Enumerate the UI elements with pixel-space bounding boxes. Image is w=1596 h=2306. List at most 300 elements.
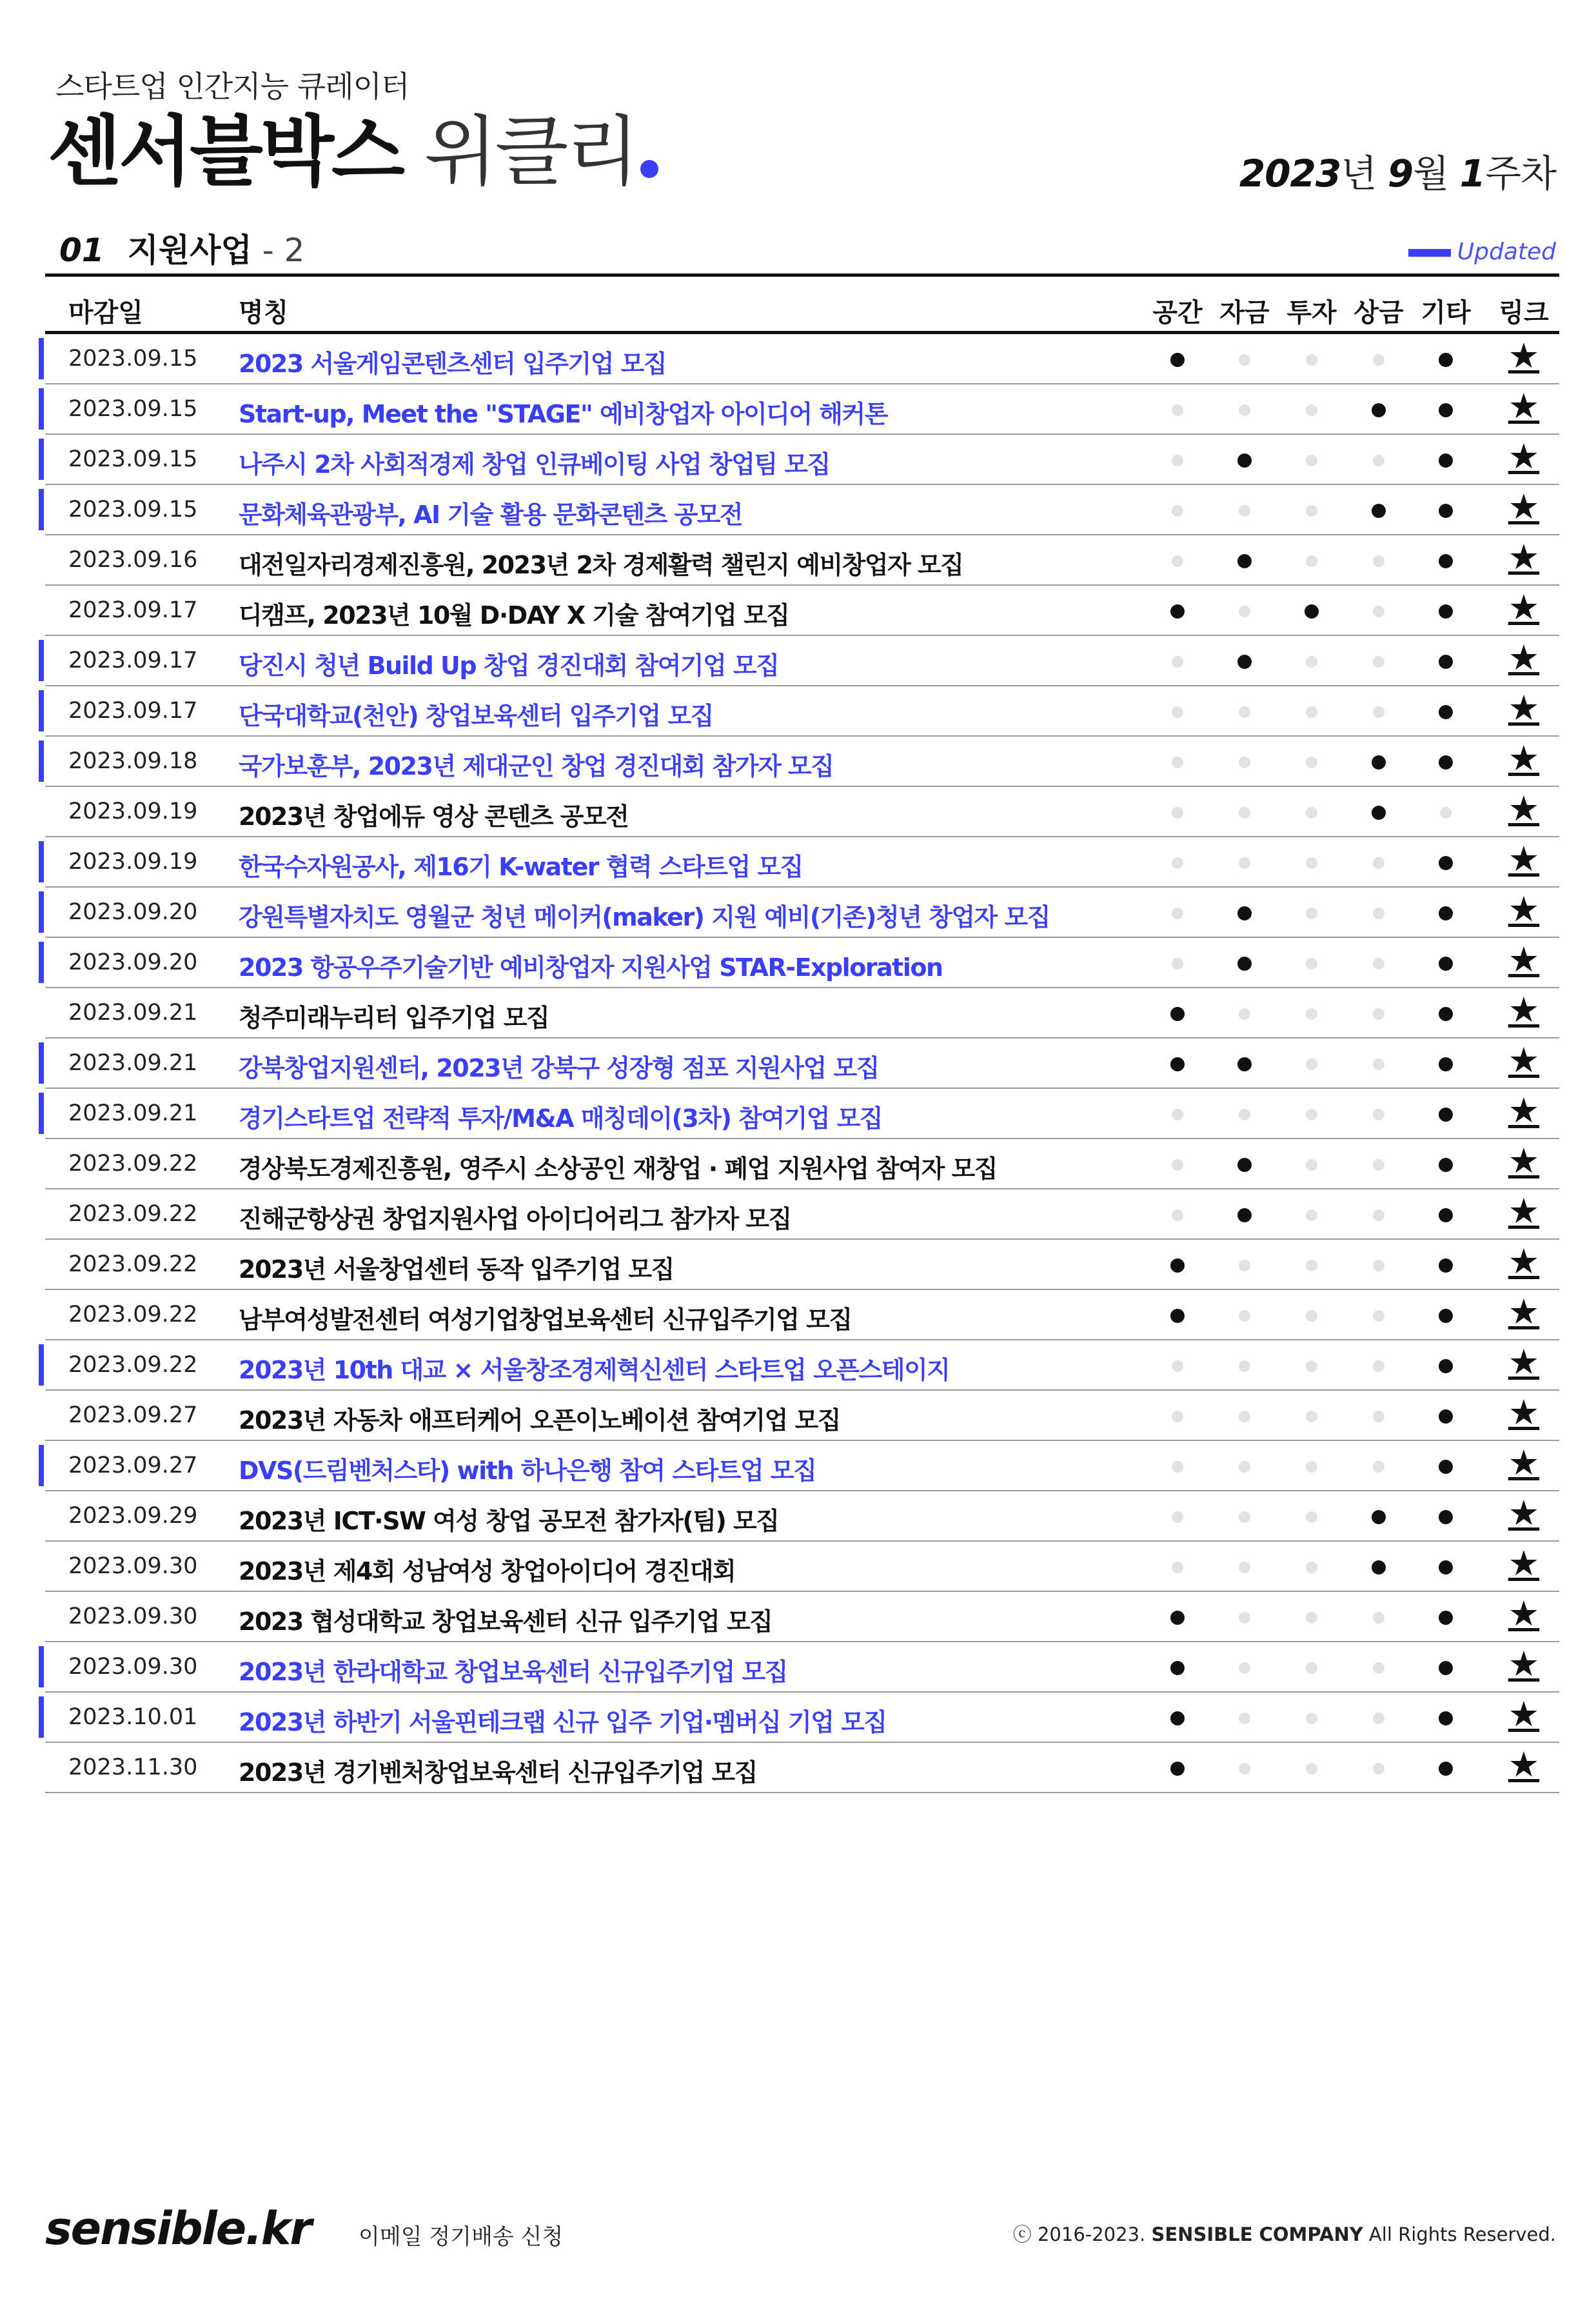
row-program-name[interactable]: 강북창업지원센터, 2023년 강북구 성장형 점포 지원사업 모집 xyxy=(239,1054,879,1082)
dot-space-off-icon xyxy=(1172,555,1183,567)
issue-week-unit: 주차 xyxy=(1484,152,1556,195)
row-program-name[interactable]: 2023년 10th 대교 × 서울창조경제혁신센터 스타트업 오픈스테이지 xyxy=(239,1356,950,1384)
copyright-prefix: ⓒ 2016-2023. xyxy=(1012,2223,1152,2245)
dot-space-off-icon xyxy=(1172,1562,1183,1573)
dot-prize-off-icon xyxy=(1373,455,1384,466)
dot-funding-on-icon xyxy=(1237,957,1252,971)
dot-funding-on-icon xyxy=(1237,1158,1252,1172)
table-row xyxy=(45,1642,1559,1693)
programs-table xyxy=(45,273,1559,1793)
dot-investment-off-icon xyxy=(1306,757,1317,768)
dot-other-on-icon xyxy=(1439,1359,1453,1373)
dot-investment-off-icon xyxy=(1306,1159,1317,1171)
row-program-name[interactable]: 단국대학교(천안) 창업보육센터 입주기업 모집 xyxy=(239,702,713,730)
table-row xyxy=(45,1240,1559,1290)
table-row xyxy=(45,485,1559,535)
dot-other-on-icon xyxy=(1439,1560,1453,1575)
subscribe-link[interactable]: 이메일 정기배송 신청 xyxy=(359,2224,564,2250)
link-star-icon[interactable]: ★ xyxy=(1508,839,1540,879)
dot-investment-off-icon xyxy=(1306,908,1317,919)
dot-funding-on-icon xyxy=(1237,554,1252,568)
dot-space-off-icon xyxy=(1172,1209,1183,1221)
row-deadline: 2023.09.15 xyxy=(68,446,198,472)
dot-space-off-icon xyxy=(1172,1411,1183,1422)
dot-prize-off-icon xyxy=(1373,1109,1384,1120)
table-row xyxy=(45,1039,1559,1089)
dot-space-off-icon xyxy=(1172,404,1183,416)
link-star-icon[interactable]: ★ xyxy=(1508,587,1540,628)
table-row xyxy=(45,1743,1559,1793)
dot-investment-off-icon xyxy=(1306,1612,1317,1624)
dot-space-off-icon xyxy=(1172,757,1183,768)
row-deadline: 2023.09.22 xyxy=(68,1251,198,1277)
table-row xyxy=(45,1592,1559,1642)
row-program-name[interactable]: 2023 서울게임콘텐츠센터 입주기업 모집 xyxy=(239,350,667,378)
row-program-name[interactable]: 2023년 창업에듀 영상 콘텐츠 공모전 xyxy=(239,802,629,831)
dot-prize-off-icon xyxy=(1373,1461,1384,1473)
row-program-name[interactable]: 대전일자리경제진흥원, 2023년 2차 경제활력 챌린지 예비창업자 모집 xyxy=(239,551,963,579)
column-header-investment: 투자 xyxy=(1286,298,1337,328)
dot-prize-on-icon xyxy=(1372,806,1386,820)
dot-prize-off-icon xyxy=(1373,1008,1384,1020)
dot-space-off-icon xyxy=(1172,1511,1183,1523)
table-row xyxy=(45,334,1559,384)
dot-prize-on-icon xyxy=(1372,755,1386,770)
section-heading xyxy=(59,224,304,271)
link-star-icon[interactable]: ★ xyxy=(1508,1744,1540,1785)
row-deadline: 2023.09.17 xyxy=(68,597,198,623)
row-program-name[interactable]: 나주시 2차 사회적경제 창업 인큐베이팅 사업 창업팀 모집 xyxy=(239,450,830,479)
dot-investment-off-icon xyxy=(1306,857,1317,869)
dot-funding-off-icon xyxy=(1239,1411,1250,1422)
dot-space-on-icon xyxy=(1170,353,1185,367)
link-star-icon[interactable]: ★ xyxy=(1508,637,1540,678)
dot-prize-off-icon xyxy=(1373,1360,1384,1372)
updated-marker xyxy=(39,942,44,983)
table-row xyxy=(45,1693,1559,1743)
table-row xyxy=(45,1139,1559,1189)
dot-other-on-icon xyxy=(1439,655,1453,669)
row-program-name[interactable]: 경상북도경제진흥원, 영주시 소상공인 재창업 · 폐업 지원사업 참여자 모집 xyxy=(239,1155,997,1183)
link-star-icon[interactable]: ★ xyxy=(1508,1191,1540,1231)
row-deadline: 2023.11.30 xyxy=(68,1754,198,1780)
table-row xyxy=(45,535,1559,586)
updated-marker xyxy=(39,489,44,530)
table-row xyxy=(45,1089,1559,1139)
tagline: 스타트업 인간지능 큐레이터 xyxy=(55,69,409,104)
column-header-funding: 자금 xyxy=(1219,298,1270,328)
dot-other-on-icon xyxy=(1439,504,1453,518)
section-suffix: - 2 xyxy=(251,232,305,269)
updated-marker xyxy=(39,841,44,882)
dot-other-on-icon xyxy=(1439,856,1453,870)
dot-funding-off-icon xyxy=(1239,1109,1250,1120)
dot-funding-off-icon xyxy=(1239,1562,1250,1573)
link-star-icon[interactable]: ★ xyxy=(1508,1644,1540,1684)
link-star-icon[interactable]: ★ xyxy=(1508,1442,1540,1483)
table-row xyxy=(45,1189,1559,1240)
row-program-name[interactable]: 한국수자원공사, 제16기 K-water 협력 스타트업 모집 xyxy=(239,853,803,881)
table-row xyxy=(45,988,1559,1039)
dot-funding-on-icon xyxy=(1237,906,1252,920)
link-star-icon[interactable]: ★ xyxy=(1508,486,1540,527)
link-star-icon[interactable]: ★ xyxy=(1508,1090,1540,1131)
row-program-name[interactable]: 경기스타트업 전략적 투자/M&A 매칭데이(3차) 참여기업 모집 xyxy=(239,1104,883,1133)
dot-funding-off-icon xyxy=(1239,1612,1250,1624)
table-row xyxy=(45,888,1559,938)
column-header-other: 기타 xyxy=(1421,298,1471,328)
footer-logo[interactable]: sensible.kr xyxy=(45,2202,311,2255)
dot-prize-on-icon xyxy=(1372,504,1386,518)
row-deadline: 2023.09.30 xyxy=(68,1553,198,1579)
dot-prize-off-icon xyxy=(1373,1310,1384,1322)
dot-funding-off-icon xyxy=(1239,354,1250,366)
copyright-company: SENSIBLE COMPANY xyxy=(1151,2223,1363,2245)
dot-other-on-icon xyxy=(1439,1711,1453,1725)
dot-other-on-icon xyxy=(1439,705,1453,719)
updated-legend xyxy=(1408,239,1556,265)
row-program-name[interactable]: 2023년 하반기 서울핀테크랩 신규 입주 기업·멤버십 기업 모집 xyxy=(239,1708,887,1736)
dot-investment-off-icon xyxy=(1306,1109,1317,1120)
row-program-name[interactable]: 국가보훈부, 2023년 제대군인 창업 경진대회 참가자 모집 xyxy=(239,752,834,780)
row-program-name[interactable]: 2023년 한라대학교 창업보육센터 신규입주기업 모집 xyxy=(239,1658,787,1686)
dot-space-off-icon xyxy=(1172,656,1183,668)
dot-funding-off-icon xyxy=(1239,404,1250,416)
link-star-icon[interactable]: ★ xyxy=(1508,1392,1540,1433)
dot-space-on-icon xyxy=(1170,1007,1185,1021)
dot-other-on-icon xyxy=(1439,1007,1453,1021)
link-star-icon[interactable]: ★ xyxy=(1508,989,1540,1030)
table-row xyxy=(45,1542,1559,1592)
section-number: 01 xyxy=(59,232,104,269)
dot-funding-off-icon xyxy=(1239,706,1250,718)
issue-week: 1 xyxy=(1459,152,1485,195)
dot-space-off-icon xyxy=(1172,505,1183,517)
row-deadline: 2023.09.15 xyxy=(68,396,198,422)
issue-month-unit: 월 xyxy=(1413,152,1460,195)
dot-prize-off-icon xyxy=(1373,1159,1384,1171)
dot-prize-off-icon xyxy=(1373,1059,1384,1070)
dot-space-on-icon xyxy=(1170,1611,1185,1625)
updated-marker xyxy=(39,338,44,379)
dot-prize-on-icon xyxy=(1372,1510,1386,1524)
link-star-icon[interactable]: ★ xyxy=(1508,1543,1540,1584)
dot-investment-off-icon xyxy=(1306,1411,1317,1422)
row-deadline: 2023.09.22 xyxy=(68,1201,198,1227)
table-row xyxy=(45,1290,1559,1340)
dot-prize-on-icon xyxy=(1372,403,1386,417)
dot-investment-off-icon xyxy=(1306,958,1317,969)
row-deadline: 2023.09.29 xyxy=(68,1503,198,1529)
row-deadline: 2023.09.22 xyxy=(68,1302,198,1327)
dot-prize-off-icon xyxy=(1373,1763,1384,1774)
dot-funding-off-icon xyxy=(1239,857,1250,869)
dot-prize-off-icon xyxy=(1373,706,1384,718)
dot-prize-on-icon xyxy=(1372,1560,1386,1575)
table-row xyxy=(45,586,1559,636)
dot-space-on-icon xyxy=(1170,1258,1185,1273)
dot-prize-off-icon xyxy=(1373,857,1384,869)
dot-prize-off-icon xyxy=(1373,555,1384,567)
dot-other-on-icon xyxy=(1439,604,1453,619)
dot-funding-off-icon xyxy=(1239,1461,1250,1473)
dot-funding-off-icon xyxy=(1239,1310,1250,1322)
row-deadline: 2023.09.17 xyxy=(68,648,198,673)
dot-other-on-icon xyxy=(1439,1661,1453,1675)
row-program-name[interactable]: 2023년 서울창업센터 동작 입주기업 모집 xyxy=(239,1255,674,1284)
row-deadline: 2023.09.21 xyxy=(68,1050,198,1076)
link-star-icon[interactable]: ★ xyxy=(1508,939,1540,980)
dot-space-off-icon xyxy=(1172,1159,1183,1171)
dot-space-off-icon xyxy=(1172,908,1183,919)
dot-prize-off-icon xyxy=(1373,1713,1384,1724)
row-deadline: 2023.09.18 xyxy=(68,748,198,774)
link-star-icon[interactable]: ★ xyxy=(1508,386,1540,426)
dot-space-off-icon xyxy=(1172,807,1183,819)
row-deadline: 2023.09.27 xyxy=(68,1402,198,1428)
dot-prize-off-icon xyxy=(1373,908,1384,919)
dot-other-on-icon xyxy=(1439,1258,1453,1273)
row-program-name[interactable]: 2023 협성대학교 창업보육센터 신규 입주기업 모집 xyxy=(239,1607,773,1636)
link-star-icon[interactable]: ★ xyxy=(1508,688,1540,728)
dot-funding-off-icon xyxy=(1239,1260,1250,1271)
table-row xyxy=(45,435,1559,485)
link-star-icon[interactable]: ★ xyxy=(1508,1593,1540,1634)
link-star-icon[interactable]: ★ xyxy=(1508,537,1540,577)
link-star-icon[interactable]: ★ xyxy=(1508,1342,1540,1382)
column-header-prize: 상금 xyxy=(1354,298,1404,328)
row-program-name[interactable]: 강원특별자치도 영월군 청년 메이커(maker) 지원 예비(기존)청년 창업자 모집 xyxy=(239,903,1050,931)
dot-other-on-icon xyxy=(1439,1057,1453,1071)
table-row xyxy=(45,1441,1559,1491)
dot-space-on-icon xyxy=(1170,1762,1185,1776)
updated-label: Updated xyxy=(1457,239,1556,265)
table-row xyxy=(45,1491,1559,1542)
link-star-icon[interactable]: ★ xyxy=(1508,1241,1540,1282)
dot-funding-on-icon xyxy=(1237,1057,1252,1071)
dot-other-on-icon xyxy=(1439,1409,1453,1424)
row-program-name[interactable]: Start-up, Meet the "STAGE" 예비창업자 아이디어 해커톤 xyxy=(239,400,887,428)
updated-marker xyxy=(39,388,44,430)
row-deadline: 2023.09.15 xyxy=(68,497,198,522)
row-deadline: 2023.09.19 xyxy=(68,799,198,824)
dot-prize-off-icon xyxy=(1373,656,1384,668)
dot-prize-off-icon xyxy=(1373,1411,1384,1422)
dot-investment-off-icon xyxy=(1306,1209,1317,1221)
dot-prize-off-icon xyxy=(1373,1612,1384,1624)
dot-other-on-icon xyxy=(1439,453,1453,468)
dot-investment-off-icon xyxy=(1306,1662,1317,1674)
dot-other-on-icon xyxy=(1439,1510,1453,1524)
row-deadline: 2023.09.20 xyxy=(68,899,198,925)
updated-marker xyxy=(39,1093,44,1134)
dot-funding-on-icon xyxy=(1237,453,1252,468)
row-program-name[interactable]: 2023 항공우주기술기반 예비창업자 지원사업 STAR-Exploration xyxy=(239,953,943,982)
dot-investment-off-icon xyxy=(1306,1763,1317,1774)
dot-investment-off-icon xyxy=(1306,455,1317,466)
title-dot-icon xyxy=(640,160,658,178)
updated-marker xyxy=(39,1646,44,1687)
updated-marker xyxy=(39,1344,44,1386)
dot-prize-off-icon xyxy=(1373,1209,1384,1221)
dot-space-off-icon xyxy=(1172,1109,1183,1120)
dot-space-off-icon xyxy=(1172,1461,1183,1473)
link-star-icon[interactable]: ★ xyxy=(1508,1493,1540,1533)
dot-investment-off-icon xyxy=(1306,1059,1317,1070)
dot-prize-off-icon xyxy=(1373,1260,1384,1271)
dot-investment-off-icon xyxy=(1306,706,1317,718)
issue-year-unit: 년 xyxy=(1341,152,1388,195)
row-program-name[interactable]: 2023년 경기벤처창업보육센터 신규입주기업 모집 xyxy=(239,1758,757,1787)
table-header xyxy=(45,273,1559,334)
dot-investment-off-icon xyxy=(1306,555,1317,567)
dot-space-off-icon xyxy=(1172,1360,1183,1372)
dot-other-off-icon xyxy=(1440,807,1452,819)
table-body xyxy=(45,334,1559,1793)
dot-investment-off-icon xyxy=(1306,404,1317,416)
dot-investment-off-icon xyxy=(1306,1511,1317,1523)
link-star-icon[interactable]: ★ xyxy=(1508,1291,1540,1332)
updated-bar-icon xyxy=(1408,249,1451,257)
row-deadline: 2023.09.15 xyxy=(68,346,198,372)
dot-other-on-icon xyxy=(1439,906,1453,920)
table-row xyxy=(45,636,1559,686)
row-deadline: 2023.09.30 xyxy=(68,1654,198,1680)
dot-investment-off-icon xyxy=(1306,1008,1317,1020)
dot-investment-off-icon xyxy=(1306,1310,1317,1322)
link-star-icon[interactable]: ★ xyxy=(1508,1040,1540,1080)
dot-funding-on-icon xyxy=(1237,1208,1252,1222)
dot-funding-off-icon xyxy=(1239,1511,1250,1523)
link-star-icon[interactable]: ★ xyxy=(1508,788,1540,829)
dot-prize-off-icon xyxy=(1373,606,1384,617)
row-program-name[interactable]: 2023년 자동차 애프터케어 오픈이노베이션 참여기업 모집 xyxy=(239,1406,840,1435)
link-star-icon[interactable]: ★ xyxy=(1508,1694,1540,1734)
dot-space-off-icon xyxy=(1172,455,1183,466)
row-program-name[interactable]: 문화체육관광부, AI 기술 활용 문화콘텐츠 공모전 xyxy=(239,501,743,529)
row-program-name[interactable]: DVS(드림벤처스타) with 하나은행 참여 스타트업 모집 xyxy=(239,1456,816,1485)
dot-investment-off-icon xyxy=(1306,505,1317,517)
dot-other-on-icon xyxy=(1439,1208,1453,1222)
issue-month: 9 xyxy=(1387,152,1414,195)
updated-marker xyxy=(39,1696,44,1738)
row-program-name[interactable]: 2023년 제4회 성남여성 창업아이디어 경진대회 xyxy=(239,1557,736,1585)
dot-other-on-icon xyxy=(1439,403,1453,417)
updated-marker xyxy=(39,690,44,731)
updated-marker xyxy=(39,640,44,681)
updated-marker xyxy=(39,891,44,933)
dot-investment-off-icon xyxy=(1306,354,1317,366)
dot-funding-off-icon xyxy=(1239,1763,1250,1774)
dot-funding-off-icon xyxy=(1239,757,1250,768)
dot-space-on-icon xyxy=(1170,1309,1185,1323)
row-deadline: 2023.09.27 xyxy=(68,1453,198,1478)
table-row xyxy=(45,384,1559,435)
updated-marker xyxy=(39,741,44,782)
copyright-rights: All Rights Reserved. xyxy=(1363,2223,1556,2245)
dot-investment-off-icon xyxy=(1306,1713,1317,1724)
dot-space-off-icon xyxy=(1172,958,1183,969)
table-row xyxy=(45,787,1559,837)
dot-investment-on-icon xyxy=(1305,604,1319,619)
dot-space-on-icon xyxy=(1170,604,1185,619)
table-row xyxy=(45,837,1559,888)
link-star-icon[interactable]: ★ xyxy=(1508,436,1540,477)
dot-space-on-icon xyxy=(1170,1661,1185,1675)
row-deadline: 2023.09.22 xyxy=(68,1352,198,1378)
table-row xyxy=(45,686,1559,737)
row-program-name[interactable]: 진해군항상권 창업지원사업 아이디어리그 참가자 모집 xyxy=(239,1205,791,1233)
table-row xyxy=(45,1391,1559,1441)
link-star-icon[interactable]: ★ xyxy=(1508,1140,1540,1181)
link-star-icon[interactable]: ★ xyxy=(1508,738,1540,779)
newsletter-title xyxy=(48,107,658,196)
row-program-name[interactable]: 남부여성발전센터 여성기업창업보육센터 신규입주기업 모집 xyxy=(239,1306,852,1334)
dot-prize-off-icon xyxy=(1373,958,1384,969)
dot-other-on-icon xyxy=(1439,1460,1453,1474)
dot-investment-off-icon xyxy=(1306,1260,1317,1271)
dot-prize-off-icon xyxy=(1373,354,1384,366)
dot-prize-off-icon xyxy=(1373,1662,1384,1674)
column-header-space: 공간 xyxy=(1152,298,1203,328)
dot-other-on-icon xyxy=(1439,1611,1453,1625)
dot-other-on-icon xyxy=(1439,1762,1453,1776)
row-deadline: 2023.09.17 xyxy=(68,698,198,724)
row-program-name[interactable]: 2023년 ICT·SW 여성 창업 공모전 참가자(팀) 모집 xyxy=(239,1507,779,1535)
table-row xyxy=(45,938,1559,988)
dot-space-off-icon xyxy=(1172,706,1183,718)
dot-other-on-icon xyxy=(1439,554,1453,568)
dot-funding-off-icon xyxy=(1239,1360,1250,1372)
dot-funding-off-icon xyxy=(1239,807,1250,819)
row-deadline: 2023.10.01 xyxy=(68,1704,198,1730)
link-star-icon[interactable]: ★ xyxy=(1508,335,1540,376)
column-header-name: 명칭 xyxy=(239,298,289,328)
table-row xyxy=(45,737,1559,787)
row-deadline: 2023.09.20 xyxy=(68,949,198,975)
table-row xyxy=(45,1340,1559,1391)
link-star-icon[interactable]: ★ xyxy=(1508,889,1540,929)
updated-marker xyxy=(39,1042,44,1084)
column-header-deadline: 마감일 xyxy=(68,298,143,328)
row-deadline: 2023.09.22 xyxy=(68,1151,198,1177)
dot-investment-off-icon xyxy=(1306,656,1317,668)
dot-funding-off-icon xyxy=(1239,505,1250,517)
dot-funding-off-icon xyxy=(1239,1008,1250,1020)
dot-investment-off-icon xyxy=(1306,1360,1317,1372)
copyright xyxy=(1013,2220,1556,2247)
issue-date xyxy=(1239,143,1556,197)
dot-other-on-icon xyxy=(1439,1108,1453,1122)
row-deadline: 2023.09.16 xyxy=(68,547,198,573)
row-program-name[interactable]: 청주미래누리터 입주기업 모집 xyxy=(239,1004,549,1032)
dot-funding-on-icon xyxy=(1237,655,1252,669)
dot-space-on-icon xyxy=(1170,1057,1185,1071)
row-program-name[interactable]: 당진시 청년 Build Up 창업 경진대회 참여기업 모집 xyxy=(239,651,779,680)
dot-funding-off-icon xyxy=(1239,1713,1250,1724)
row-program-name[interactable]: 디캠프, 2023년 10월 D·DAY X 기술 참여기업 모집 xyxy=(239,601,789,630)
column-header-link: 링크 xyxy=(1499,298,1549,328)
dot-funding-off-icon xyxy=(1239,606,1250,617)
updated-marker xyxy=(39,1445,44,1486)
dot-other-on-icon xyxy=(1439,1158,1453,1172)
dot-other-on-icon xyxy=(1439,755,1453,770)
dot-funding-off-icon xyxy=(1239,1662,1250,1674)
row-deadline: 2023.09.30 xyxy=(68,1604,198,1629)
dot-space-off-icon xyxy=(1172,857,1183,869)
row-deadline: 2023.09.21 xyxy=(68,1100,198,1126)
title-weekly: 위클리 xyxy=(424,107,637,196)
